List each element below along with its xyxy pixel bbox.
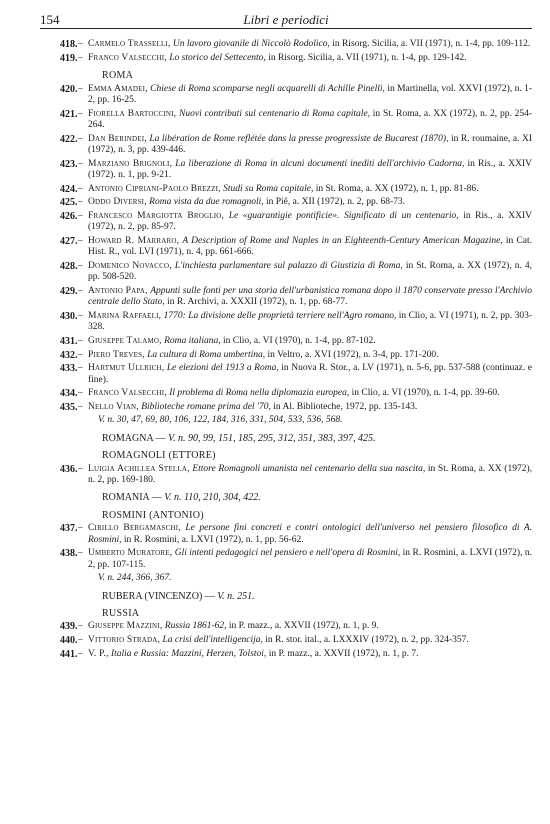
bibliography-entry — [40, 84, 532, 107]
entry-text — [86, 336, 532, 347]
entry-title: Studi su Roma capitale, — [223, 183, 314, 194]
entry-text — [86, 261, 532, 284]
entry-title: Appunti sulle fonti per una storia dell'urbanistica romana dopo il 1870 conservate presso l'Archivio centrale dello Stato, — [88, 286, 532, 308]
page-header — [40, 14, 532, 29]
entry-title: Le «guarantigie pontificie». Significato di un centenario, — [228, 211, 459, 221]
entry-number: 425. — [60, 197, 78, 209]
entry-citation: in R. stor. ital., a. LXXXIV (1972), n. 2, pp. 324-357. — [265, 635, 469, 646]
bibliography-entry — [40, 621, 532, 632]
entry-number: 438. — [60, 548, 78, 560]
entry-dash: – — [78, 401, 83, 412]
entry-dash: – — [78, 363, 83, 374]
bibliography-entry — [40, 388, 532, 399]
entry-citation: in R. Rosmini, a. LXVI (1972), n. 1, pp. 56-62. — [123, 534, 304, 545]
entry-text — [86, 388, 532, 399]
bibliography-entry — [40, 350, 532, 361]
bibliography-entry — [40, 134, 532, 157]
entry-title: La liberazione di Roma in alcuni documenti inediti dell'archivio Cadorna, — [175, 158, 465, 169]
entry-title: Gli intenti pedagogici nel pensiero e nell'opera di Rosmini, — [174, 548, 401, 559]
bibliography-entry — [40, 159, 532, 182]
cross-reference-label: RUBERA (VINCENZO) — — [102, 590, 218, 602]
bibliography-entry — [40, 197, 532, 208]
cross-reference-numbers: V. n. 90, 99, 151, 185, 295, 312, 351, 383, 397, 425. — [168, 432, 376, 444]
entry-author: Umberto Muratore, — [88, 548, 173, 559]
entry-dash: – — [78, 108, 83, 119]
entry-number: 435. — [60, 401, 78, 413]
entry-dash: – — [78, 158, 83, 169]
bibliography-entry — [40, 39, 532, 50]
entry-text — [86, 184, 532, 195]
entry-title: Roma italiana, — [164, 336, 221, 346]
entry-title: Il problema di Roma nella diplomazia europea, — [169, 388, 350, 399]
entry-title: Nuovi contributi sul centenario di Roma capitale, — [179, 108, 371, 119]
entry-number: 421. — [60, 108, 78, 120]
entry-citation: in Clio, a. VI (1971), n. 2, pp. 303-328. — [88, 311, 533, 333]
entry-dash: – — [78, 236, 83, 246]
entry-author: Vittorio Strada, — [88, 635, 161, 646]
entry-citation: in Risorg. Sicilia, a. VII (1971), n. 1-4, pp. 129-142. — [268, 53, 467, 63]
entry-citation: in P. mazz., a. XXVII (1972), n. 1, p. 7. — [268, 648, 419, 659]
bibliography-list — [40, 39, 532, 660]
entry-dash: – — [78, 183, 83, 194]
entry-text — [86, 523, 532, 546]
entry-text — [86, 236, 532, 259]
entry-dash: – — [78, 388, 83, 399]
entry-text — [86, 402, 532, 413]
entry-text — [86, 350, 532, 361]
entry-author: V. P., — [88, 648, 109, 659]
entry-number: 423. — [60, 158, 78, 170]
cross-reference-numbers: V. n. 251. — [217, 590, 255, 602]
bibliography-entry — [40, 109, 532, 132]
entry-text — [86, 464, 532, 487]
entry-dash: – — [78, 83, 83, 94]
entry-citation: in Cat. Hist. R., vol. LVI (1971), n. 4, pp. 661-666. — [88, 236, 533, 258]
entry-dash: – — [78, 523, 83, 534]
entry-number: 433. — [60, 363, 78, 375]
entry-dash: – — [78, 336, 83, 346]
entry-number: 441. — [60, 648, 78, 660]
entry-number: 439. — [60, 621, 78, 633]
entry-number: 424. — [60, 183, 78, 195]
entry-title: Chiese di Roma scomparse negli acquarelli di Achille Pinelli, — [150, 83, 385, 94]
see-also-line: V. n. 244, 366, 367. — [98, 573, 172, 584]
entry-number: 418. — [60, 39, 78, 51]
entry-dash: – — [78, 621, 83, 632]
entry-author: Nello Vian, — [88, 401, 139, 412]
entry-author: Marziano Brignoli, — [88, 158, 173, 169]
entry-author: Hartmut Ullrich, — [88, 363, 165, 374]
entry-title: La libération de Rome reflétée dans la presse progressiste de Bucarest (1870), — [149, 133, 449, 144]
entry-text — [86, 211, 532, 234]
entry-dash: – — [78, 635, 83, 646]
entry-text — [86, 621, 532, 632]
entry-author: Piero Treves, — [88, 349, 145, 360]
entry-number: 428. — [60, 261, 78, 272]
entry-author: Carmelo Trasselli, — [88, 39, 171, 50]
entry-title: La cultura di Roma umbertina, — [147, 349, 266, 360]
entry-number: 422. — [60, 133, 78, 145]
entry-title: Italia e Russia: Mazzini, Herzen, Tolstoi, — [110, 648, 267, 659]
entry-citation: in Risorg. Sicilia, a. VII (1971), n. 1-4, pp. 109-112. — [332, 39, 531, 50]
entry-title: A Description of Rome and Naples in an Eighteenth-Century American Magazine, — [182, 236, 503, 246]
bibliography-entry — [40, 286, 532, 309]
cross-reference-line — [40, 433, 532, 444]
cross-reference-label: ROMAGNA — — [102, 432, 169, 444]
bibliography-entry — [40, 184, 532, 195]
entry-author: Franco Valsecchi, — [88, 388, 167, 399]
entry-author: Emma Amadei, — [88, 83, 148, 94]
entry-dash: – — [78, 211, 83, 221]
entry-text — [86, 311, 532, 334]
page-number: 154 — [40, 12, 60, 27]
entry-number: 436. — [60, 463, 78, 475]
entry-dash: – — [78, 39, 83, 50]
entry-number: 437. — [60, 523, 78, 535]
bibliography-entry — [40, 523, 532, 546]
entry-text — [86, 363, 532, 386]
bibliography-entry — [40, 649, 532, 660]
entry-citation: in Nuova R. Stor., a. LV (1971), n. 5-6, pp. 537-588 (continuaz. e fine). — [88, 363, 532, 385]
bibliography-entry — [40, 236, 532, 259]
see-also-line: V. n. 30, 47, 69, 80, 106, 122, 184, 316, 331, 504, 533, 536, 568. — [98, 415, 343, 426]
entry-text — [86, 159, 532, 182]
entry-title: 1770: La divisione delle proprietà terriere nell'Agro romano, — [163, 311, 397, 321]
entry-author: Domenico Novacco, — [88, 261, 172, 271]
entry-author: Franco Valsecchi, — [88, 53, 167, 63]
entry-author: Luigia Achillea Stella, — [88, 463, 190, 474]
entry-number: 431. — [60, 336, 78, 347]
bibliography-entry — [40, 311, 532, 334]
cross-reference-line — [40, 591, 532, 602]
entry-author: Howard R. Marraro, — [88, 236, 180, 246]
entry-title: La crisi dell'intelligencija, — [162, 635, 263, 646]
entry-title: Roma vista da due romagnoli, — [149, 197, 264, 208]
entry-citation: in Clio, a. VI (1970), n. 1-4, pp. 39-60. — [351, 388, 500, 399]
bibliography-entry — [40, 336, 532, 347]
bibliography-entry — [40, 363, 532, 386]
entry-citation: in R. Archivi, a. XXXII (1972), n. 1, pp. 68-77. — [167, 297, 348, 308]
entry-number: 420. — [60, 83, 78, 95]
entry-number: 429. — [60, 286, 78, 297]
entry-text — [86, 84, 532, 107]
entry-text — [86, 39, 532, 50]
entry-title: Le elezioni del 1913 a Roma, — [166, 363, 279, 374]
entry-text — [86, 197, 532, 208]
entry-citation: in Ris., a. XXIV (1972). n. 1, pp. 9-21. — [88, 158, 533, 181]
entry-text — [86, 635, 532, 646]
entry-author: Antonio Papa, — [88, 286, 148, 296]
bibliography-entry — [40, 402, 532, 413]
entry-citation: in R. Rosmini, a. LXVI (1972), n. 2, pp. 107-115. — [88, 548, 532, 570]
running-title: Libri e periodici — [243, 12, 329, 27]
entry-title: Ettore Romagnoli umanista nel centenario della sua nascita, — [192, 463, 426, 474]
bibliography-entry — [40, 548, 532, 571]
entry-number: 434. — [60, 388, 78, 400]
section-heading: ROMAGNOLI (ETTORE) — [102, 450, 216, 462]
bibliography-entry — [40, 635, 532, 646]
entry-citation: in Ris., a. XXIV (1972), n. 2, pp. 85-97. — [88, 211, 533, 233]
entry-text — [86, 53, 532, 64]
entry-author: Oddo Diversi, — [88, 197, 147, 208]
entry-number: 440. — [60, 635, 78, 647]
entry-dash: – — [78, 133, 83, 144]
entry-title: Le persone fini concreti e contri ontologici dell'universo nel pensiero filosofico di A. Rosmini, — [88, 523, 532, 545]
entry-dash: – — [78, 261, 83, 271]
entry-citation: in Al. Biblioteche, 1972, pp. 135-143. — [273, 401, 418, 412]
entry-text — [86, 286, 532, 309]
entry-citation: in St. Roma, a. XX (1972), n. 2, pp. 254-264. — [88, 108, 532, 131]
entry-dash: – — [78, 463, 83, 474]
entry-author: Giuseppe Talamo, — [88, 336, 162, 346]
entry-number: 430. — [60, 311, 78, 322]
entry-citation: in Veltro, a. XVI (1972), n. 3-4, pp. 171-200. — [267, 349, 439, 360]
entry-author: Francesco Margiotta Broglio, — [88, 211, 225, 221]
cross-reference-line — [40, 492, 532, 503]
entry-number: 432. — [60, 349, 78, 361]
section-heading: ROMA — [102, 70, 134, 82]
entry-dash: – — [78, 311, 83, 321]
entry-text — [86, 109, 532, 132]
bibliography-entry — [40, 53, 532, 64]
entry-author: Marina Raffaeli, — [88, 311, 162, 321]
entry-title: Russia 1861-62, — [164, 621, 227, 632]
entry-number: 427. — [60, 236, 78, 247]
bibliography-entry — [40, 261, 532, 284]
entry-number: 419. — [60, 53, 78, 64]
entry-dash: – — [78, 197, 83, 208]
entry-text — [86, 548, 532, 571]
bibliography-entry — [40, 464, 532, 487]
entry-title: L'inchiesta parlamentare sul palazzo di Giustizia di Roma, — [174, 261, 403, 271]
entry-dash: – — [78, 53, 83, 63]
entry-title: Biblioteche romane prima del '70, — [141, 401, 271, 412]
entry-author: Antonio Cipriani-Paolo Brezzi, — [88, 183, 221, 194]
entry-text — [86, 134, 532, 157]
entry-title: Lo storico del Settecento, — [169, 53, 266, 63]
entry-citation: in R. roumaine, a. XI (1972), n. 3, pp. 439-446. — [88, 133, 533, 156]
entry-title: Un lavoro giovanile di Niccolò Rodolico, — [172, 39, 330, 50]
entry-citation: in Martinella, vol. XXVI (1972), n. 1-2, pp. 16-25. — [88, 83, 533, 106]
section-heading: ROSMINI (ANTONIO) — [102, 509, 204, 521]
entry-author: Dan Berindei, — [88, 133, 147, 144]
cross-reference-label: ROMANIA — — [102, 492, 165, 504]
entry-author: Fiorella Bartoccini, — [88, 108, 177, 119]
cross-reference-numbers: V. n. 110, 210, 304, 422. — [164, 492, 261, 504]
entry-citation: in Clio, a. VI (1970), n. 1-4, pp. 87-102. — [222, 336, 376, 346]
entry-number: 426. — [60, 211, 78, 222]
entry-author: Cirillo Bergamaschi, — [88, 523, 181, 534]
entry-citation: in Piê, a. XII (1972), n. 2, pp. 68-73. — [265, 197, 406, 208]
section-heading: RUSSIA — [102, 608, 140, 620]
entry-dash: – — [78, 548, 83, 559]
entry-citation: in St. Roma, a. XX (1972), n. 4, pp. 508-520. — [88, 261, 532, 283]
entry-citation: in St. Roma, a. XX (1972), n. 2, pp. 169-180. — [88, 463, 532, 485]
entry-citation: in P. mazz., a. XXVII (1972), n. 1, p. 9. — [228, 621, 379, 632]
entry-dash: – — [78, 286, 83, 296]
bibliography-entry — [40, 211, 532, 234]
entry-dash: – — [78, 648, 83, 659]
entry-author: Giuseppe Mazzini, — [88, 621, 163, 632]
entry-citation: in St. Roma, a. XX (1972), n. 1, pp. 81-86. — [315, 183, 479, 194]
entry-dash: – — [78, 349, 83, 360]
entry-text — [86, 649, 532, 660]
